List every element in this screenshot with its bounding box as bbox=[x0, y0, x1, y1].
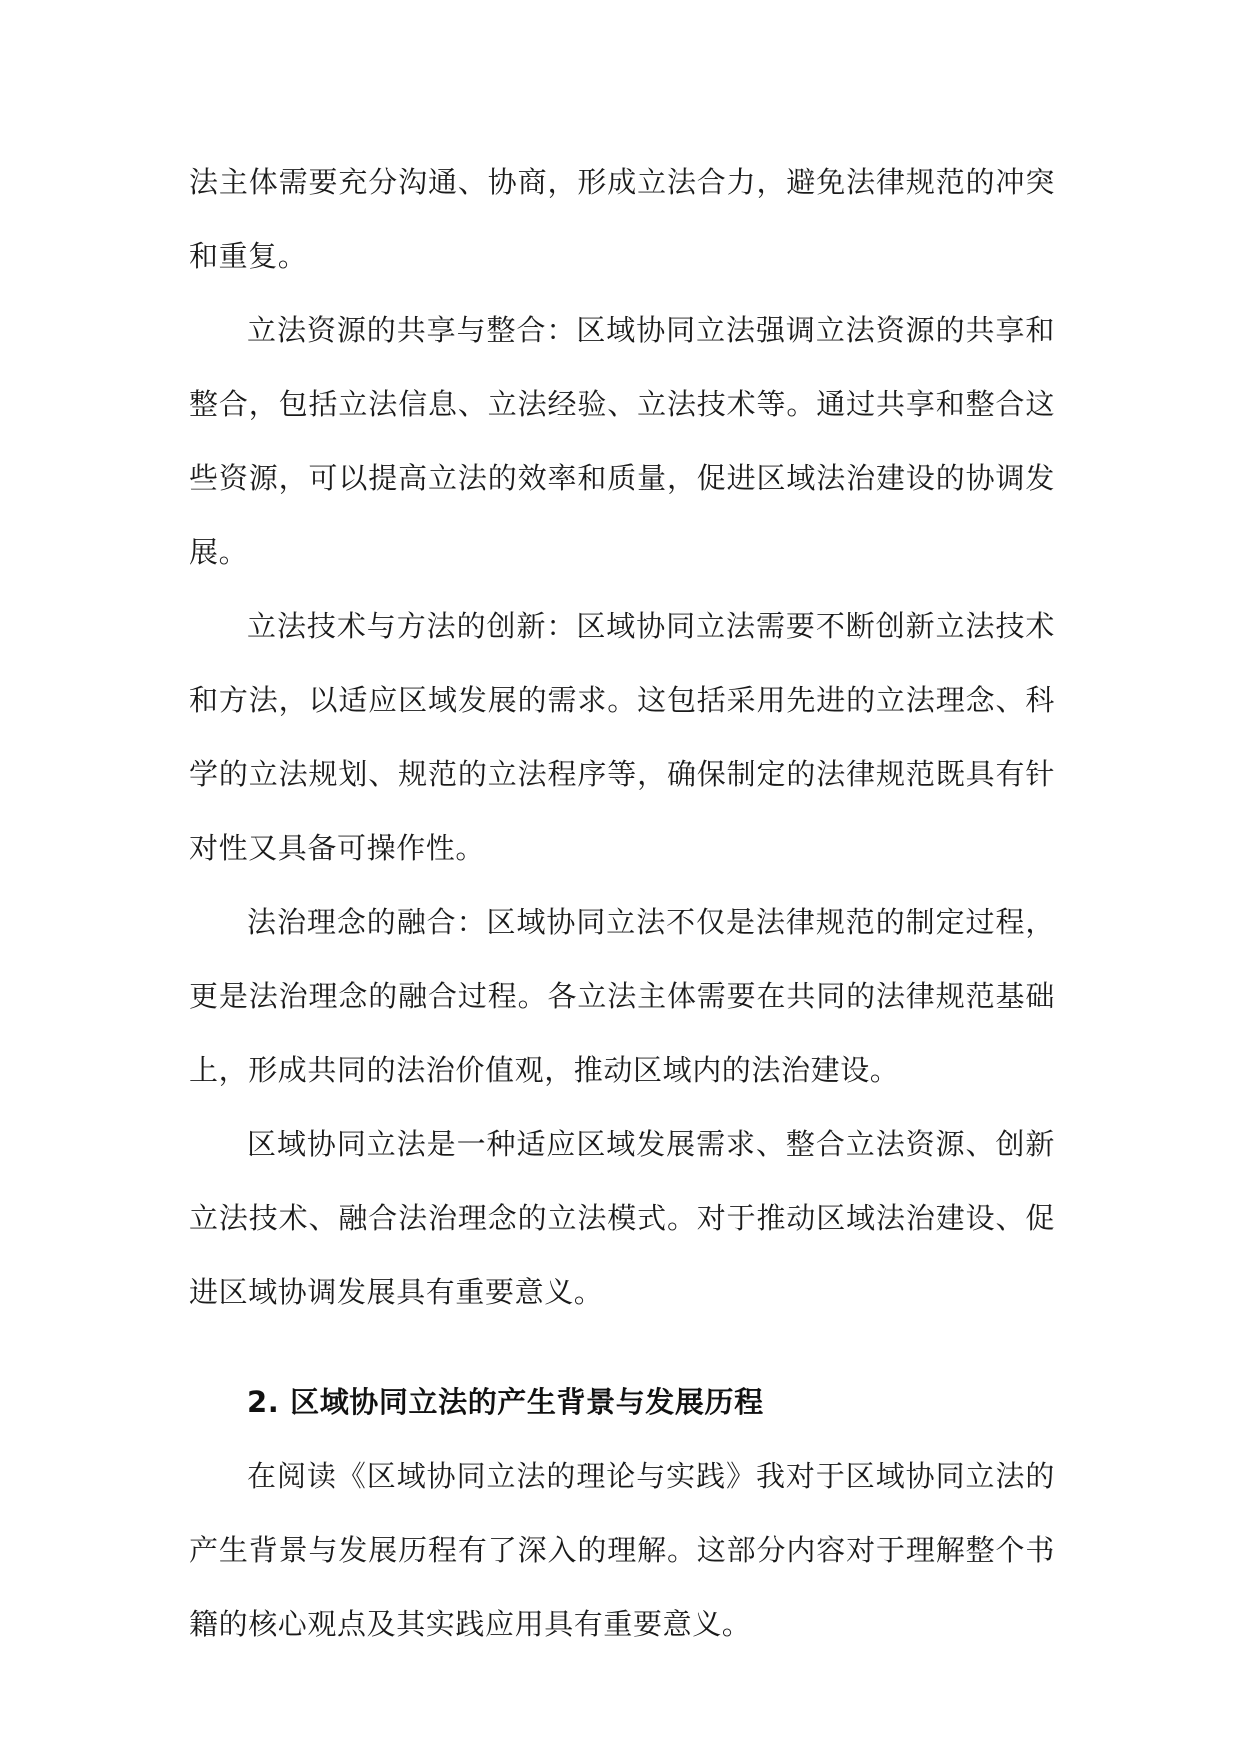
paragraph-summary: 区域协同立法是一种适应区域发展需求、整合立法资源、创新立法技术、融合法治理念的立法模式。对于推动区域法治建设、促进区域协调发展具有重要意义。 bbox=[189, 1127, 1055, 1309]
paragraph-reading-notes: 在阅读《区域协同立法的理论与实践》我对于区域协同立法的产生背景与发展历程有了深入的理解。这部分内容对于理解整个书籍的核心观点及其实践应用具有重要意义。 bbox=[189, 1459, 1055, 1641]
paragraph-resource-sharing: 立法资源的共享与整合：区域协同立法强调立法资源的共享和整合，包括立法信息、立法经验、立法技术等。通过共享和整合这些资源，可以提高立法的效率和质量，促进区域法治建设的协调发展。 bbox=[189, 313, 1055, 569]
paragraph-continuation: 法主体需要充分沟通、协商，形成立法合力，避免法律规范的冲突和重复。 bbox=[189, 165, 1055, 273]
section-heading: 2. 区域协同立法的产生背景与发展历程 bbox=[247, 1385, 764, 1419]
paragraph-technique-innovation: 立法技术与方法的创新：区域协同立法需要不断创新立法技术和方法，以适应区域发展的需求。这包括采用先进的立法理念、科学的立法规划、规范的立法程序等，确保制定的法律规范既具有针对性又具备可操作性。 bbox=[189, 609, 1055, 865]
paragraph-rule-of-law-concept: 法治理念的融合：区域协同立法不仅是法律规范的制定过程，更是法治理念的融合过程。各立法主体需要在共同的法律规范基础上，形成共同的法治价值观，推动区域内的法治建设。 bbox=[189, 905, 1055, 1087]
document-body bbox=[189, 145, 1055, 1661]
